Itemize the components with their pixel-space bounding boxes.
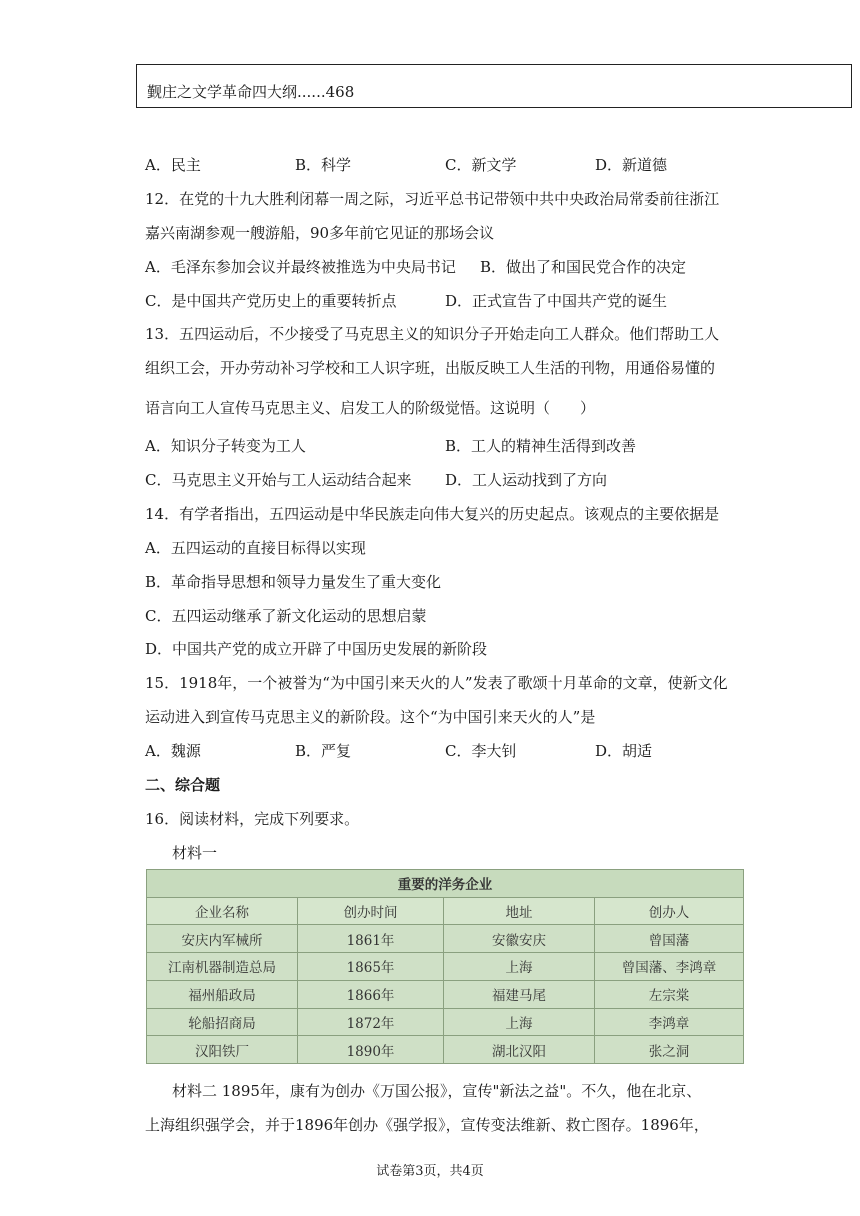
q15-option-a: A．魏源 [145,742,201,760]
table-cell: 上海 [444,953,595,981]
table-cell: 上海 [444,1008,595,1036]
q13-option-a: A．知识分子转变为工人 [145,437,306,455]
quote-box [136,64,852,108]
material2-line1: 材料二 1895年，康有为创办《万国公报》，宣传"新法之益"。不久，他在北京、 [172,1082,702,1100]
q11-option-d: D．新道德 [595,156,668,174]
col-header: 企业名称 [147,897,298,925]
table-cell: 安庆内军械所 [147,925,298,953]
q13-option-d: D．工人运动找到了方向 [445,471,608,489]
q14-option-c: C．五四运动继承了新文化运动的思想启蒙 [145,607,427,625]
q13-stem-line2: 组织工会，开办劳动补习学校和工人识字班，出版反映工人生活的刊物，用通俗易懂的 [145,359,716,377]
q12-option-c: C．是中国共产党历史上的重要转折点 [145,292,397,310]
q15-option-d: D．胡适 [595,742,653,760]
q14-option-a: A．五四运动的直接目标得以实现 [145,539,366,557]
q13-option-b: B．工人的精神生活得到改善 [445,437,637,455]
table-row [147,1008,744,1036]
table-cell: 1890年 [298,1036,444,1064]
table-cell: 李鸿章 [595,1008,744,1036]
q12-stem-line2: 嘉兴南湖参观一艘游船，90多年前它见证的那场会议 [145,224,495,242]
q12-option-d: D．正式宣告了中国共产党的诞生 [445,292,668,310]
page-footer: 试卷第3页，共4页 [376,1164,484,1179]
table-row [147,925,744,953]
table-cell: 张之洞 [595,1036,744,1064]
table-caption: 重要的洋务企业 [147,870,744,898]
material2-line2: 上海组织强学会，并于1896年创办《强学报》，宣传变法维新、救亡图存。1896年， [145,1116,709,1134]
col-header: 创办时间 [298,897,444,925]
q12-option-b: B．做出了和国民党合作的决定 [480,258,687,276]
table-cell: 曾国藩 [595,925,744,953]
section-heading: 二、综合题 [145,776,221,794]
q12-stem-line1: 12．在党的十九大胜利闭幕一周之际，习近平总书记带领中共中央政治局常委前往浙江 [145,190,720,208]
col-header: 地址 [444,897,595,925]
table-cell: 1866年 [298,980,444,1008]
table-cell: 轮船招商局 [147,1008,298,1036]
table-cell: 1861年 [298,925,444,953]
enterprise-table [146,869,744,1064]
q14-option-d: D．中国共产党的成立开辟了中国历史发展的新阶段 [145,640,488,658]
table-cell: 1872年 [298,1008,444,1036]
q13-option-c: C．马克思主义开始与工人运动结合起来 [145,471,412,489]
table-cell: 湖北汉阳 [444,1036,595,1064]
table-cell: 江南机器制造总局 [147,953,298,981]
table-header-row [147,897,744,925]
quote-box-text: 觐庄之文学革命四大纲......468 [147,83,355,101]
table-cell: 1865年 [298,953,444,981]
col-header: 创办人 [595,897,744,925]
material1-label: 材料一 [172,844,218,862]
q15-option-c: C．李大钊 [445,742,517,760]
table-cell: 福州船政局 [147,980,298,1008]
q16-intro: 16．阅读材料，完成下列要求。 [145,810,360,828]
table-cell: 曾国藩、李鸿章 [595,953,744,981]
q13-stem-line3: 语言向工人宣传马克思主义、启发工人的阶级觉悟。这说明（ ） [145,399,596,417]
table-cell: 安徽安庆 [444,925,595,953]
table-row [147,1036,744,1064]
table-cell: 汉阳铁厂 [147,1036,298,1064]
table-caption-row [147,870,744,898]
q14-stem-line1: 14．有学者指出，五四运动是中华民族走向伟大复兴的历史起点。该观点的主要依据是 [145,505,720,523]
q15-option-b: B．严复 [295,742,352,760]
q13-stem-line1: 13．五四运动后，不少接受了马克思主义的知识分子开始走向工人群众。他们帮助工人 [145,325,720,343]
table-row [147,980,744,1008]
q11-option-b: B．科学 [295,156,352,174]
q11-option-a: A．民主 [145,156,201,174]
q12-option-a: A．毛泽东参加会议并最终被推选为中央局书记 [145,258,456,276]
table-cell: 左宗棠 [595,980,744,1008]
q15-stem-line2: 运动进入到宣传马克思主义的新阶段。这个“为中国引来天火的人”是 [145,708,596,726]
q11-option-c: C．新文学 [445,156,517,174]
q15-stem-line1: 15．1918年，一个被誉为“为中国引来天火的人”发表了歌颂十月革命的文章，使新文化 [145,674,728,692]
table-cell: 福建马尾 [444,980,595,1008]
table-row [147,953,744,981]
q14-option-b: B．革命指导思想和领导力量发生了重大变化 [145,573,442,591]
